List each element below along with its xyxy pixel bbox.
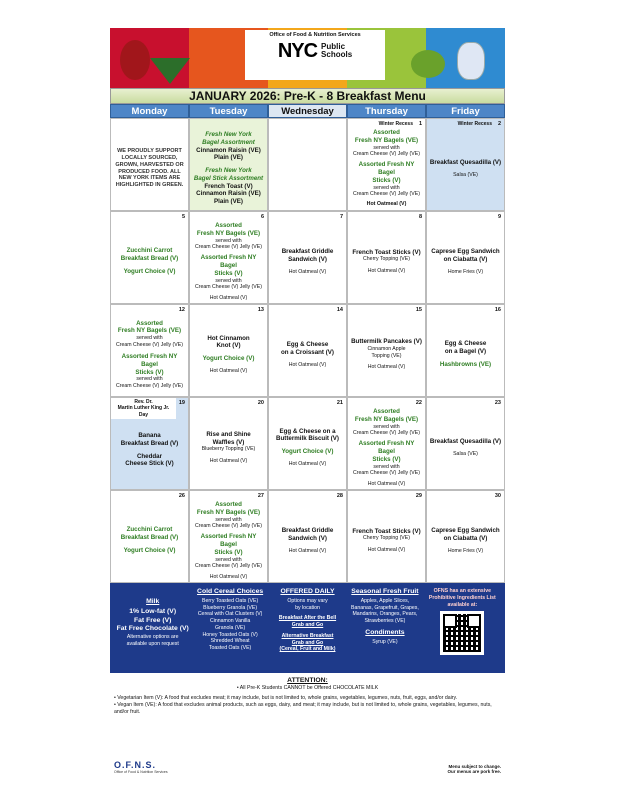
cell-day-29: 29 French Toast Sticks (V) Cherry Topping (VE) Hot Oatmeal (V) (347, 490, 426, 583)
banner (110, 28, 505, 88)
broccoli-icon (411, 50, 445, 78)
cell-day-26: 26 Zucchini Carrot Breakfast Bread (V) Yogurt Choice (V) (110, 490, 189, 583)
offered-daily-section: OFFERED DAILY Options may vary by location Breakfast After the Bell Grab and Go Alternative Breakfast Grab and Go (Cereal, Fruit and Milk) (278, 588, 337, 653)
cell-day-7: 7 Breakfast Griddle Sandwich (V) Hot Oatmeal (V) (268, 211, 347, 304)
cell-empty (268, 118, 347, 211)
calendar-grid (110, 118, 505, 583)
office-name: Office of Food & Nutrition Services (269, 32, 361, 38)
banner-logo (245, 30, 385, 80)
cell-day-21: 21 Egg & Cheese on a Buttermilk Biscuit (V) Yogurt Choice (V) Hot Oatmeal (V) (268, 397, 347, 490)
qr-code-icon[interactable] (440, 611, 484, 655)
apple-icon (120, 40, 150, 80)
day-header-friday: Friday (426, 104, 505, 118)
ofns-logo: O.F.N.S. Office of Food & Nutrition Services (114, 760, 168, 774)
menu-notes: Menu subject to change. Our menus are pork free. (447, 764, 501, 774)
bottom-bar (110, 754, 505, 774)
cell-day-30: 30 Caprese Egg Sandwich on Ciabatta (V) Home Fries (V) (426, 490, 505, 583)
milk-carton-icon (457, 42, 485, 80)
cell-tuesday-bagels: Fresh New York Bagel Assortment Cinnamon Raisin (VE) Plain (VE) Fresh New York Bagel Stick Assortment French Toast (V) Cinnamon Raisin (VE) Plain (VE) (189, 118, 268, 211)
milk-section: Milk 1% Low-fat (V) Fat Free (V) Fat Free Chocolate (V) Alternative options are available upon request (116, 598, 189, 648)
cell-day-2: Winter Recess 2 Breakfast Quesadilla (V) Salsa (VE) (426, 118, 505, 211)
cell-day-1: Winter Recess 1 Assorted Fresh NY Bagels (VE) served with Cream Cheese (V) Jelly (VE) Assorted Fresh NY Bagel Sticks (V) served with Cream Cheese (V) Jelly (VE) Hot Oatmeal (V) (347, 118, 426, 211)
cell-intro: WE PROUDLY SUPPORT LOCALLY SOURCED, GROWN, HARVESTED OR PRODUCED FOOD. ALL NEW YORK ITEMS ARE HIGHLIGHTED IN GREEN. (110, 118, 189, 211)
fruit-section: Seasonal Fresh Fruit Apples, Apple Slices, Bananas, Grapefruit, Grapes, Mandarins, Oranges, Pears, Strawberries (VE) Condiments Syrup (VE) (351, 588, 419, 645)
day-header-row (110, 104, 505, 118)
public-schools-label: Public Schools (321, 42, 353, 59)
cereal-section: Cold Cereal Choices Berry Toasted Oats (VE) Blueberry Granola (VE) Cereal with Oat Clusters (V) Cinnamon Vanilla Granola (VE) Honey Toasted Oats (V) Shredded Wheat Toasted Oats (VE) (197, 588, 264, 652)
qr-section: OFNS has an extensive Prohibitive Ingredients List available at: (424, 588, 501, 668)
cell-day-16: 16 Egg & Cheese on a Bagel (V) Hashbrowns (VE) (426, 304, 505, 397)
cell-day-6: 6 Assorted Fresh NY Bagels (VE) served with Cream Cheese (V) Jelly (VE) Assorted Fresh NY Bagel Sticks (V) served with Cream Cheese (V) Jelly (VE) Hot Oatmeal (V) (189, 211, 268, 304)
cell-day-27: 27 Assorted Fresh NY Bagels (VE) served with Cream Cheese (V) Jelly (VE) Assorted Fresh NY Bagel Sticks (V) served with Cream Cheese (V) Jelly (VE) Hot Oatmeal (V) (189, 490, 268, 583)
cell-day-22: 22 Assorted Fresh NY Bagels (VE) served with Cream Cheese (V) Jelly (VE) Assorted Fresh NY Bagel Sticks (V) served with Cream Cheese (V) Jelly (VE) Hot Oatmeal (V) (347, 397, 426, 490)
day-header-monday: Monday (110, 104, 189, 118)
cell-day-5: 5 Zucchini Carrot Breakfast Bread (V) Yogurt Choice (V) (110, 211, 189, 304)
cell-day-9: 9 Caprese Egg Sandwich on Ciabatta (V) Home Fries (V) (426, 211, 505, 304)
cell-day-8: 8 French Toast Sticks (V) Cherry Topping (VE) Hot Oatmeal (V) (347, 211, 426, 304)
footer-panel (110, 583, 505, 673)
cell-day-28: 28 Breakfast Griddle Sandwich (V) Hot Oatmeal (V) (268, 490, 347, 583)
attention-section: ATTENTION: • All Pre-K Students CANNOT be Offered CHOCOLATE MILK • Vegetarian Item (V): A food that excludes meat; it may include, but is not limited to, whole grains, vegetables, legumes, nuts, fruit, eggs, and/or dairy. • Vegan Item (VE): A food that excludes animal products, such as eggs, dairy, and meat; it may include, but is not limited to, whole grains, vegetables, legumes, nuts, and/or fruit. (114, 677, 492, 716)
nyc-logo: NYC (277, 40, 318, 62)
cell-day-23: 23 Breakfast Quesadilla (V) Salsa (VE) (426, 397, 505, 490)
cell-day-15: 15 Buttermilk Pancakes (V) Cinnamon Apple Topping (VE) Hot Oatmeal (V) (347, 304, 426, 397)
page-title: JANUARY 2026: Pre-K - 8 Breakfast Menu (110, 88, 505, 104)
day-header-thursday: Thursday (347, 104, 426, 118)
cell-day-13: 13 Hot Cinnamon Knot (V) Yogurt Choice (V) Hot Oatmeal (V) (189, 304, 268, 397)
cell-day-20: 20 Rise and Shine Waffles (V) Blueberry Topping (VE) Hot Oatmeal (V) (189, 397, 268, 490)
cell-day-12: 12 Assorted Fresh NY Bagels (VE) served with Cream Cheese (V) Jelly (VE) Assorted Fresh NY Bagel Sticks (V) served with Cream Cheese (V) Jelly (VE) (110, 304, 189, 397)
menu-sheet (110, 28, 505, 776)
cell-day-14: 14 Egg & Cheese on a Croissant (V) Hot Oatmeal (V) (268, 304, 347, 397)
cell-day-19: Rev. Dr. Martin Luther King Jr. Day 19 Banana Breakfast Bread (V) Cheddar Cheese Stick (V) (110, 397, 189, 490)
day-header-tuesday: Tuesday (189, 104, 268, 118)
day-header-wednesday: Wednesday (268, 104, 347, 118)
